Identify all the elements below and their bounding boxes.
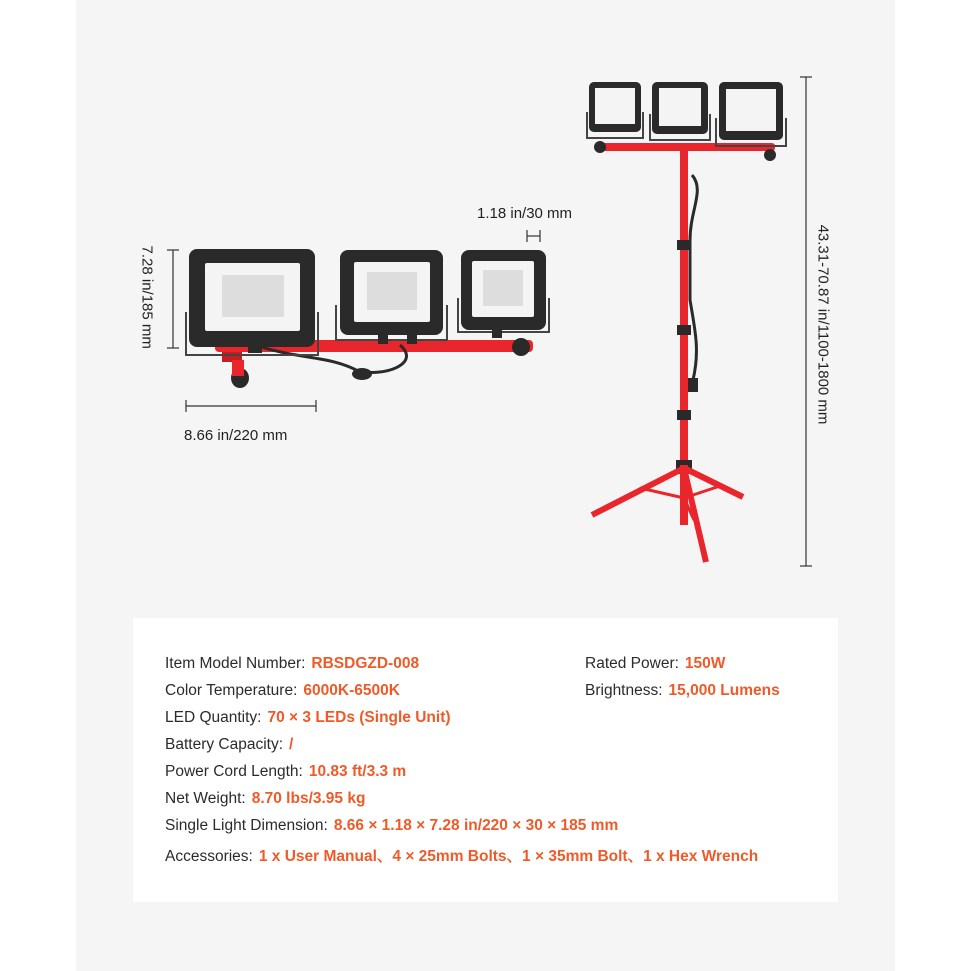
spec-row-model: [165, 655, 419, 673]
light-bar-group: [186, 249, 549, 388]
spec-row-led-quantity: [165, 709, 451, 727]
height-dimension-label: 7.28 in/185 mm: [138, 245, 156, 349]
stand-height-dimension-label: 43.31-70.87 in/1100-1800 mm: [814, 224, 832, 425]
spec-label: LED Quantity:: [165, 709, 262, 726]
spec-value: 150W: [684, 655, 726, 672]
spec-row-accessories: [165, 844, 758, 866]
spec-label: Single Light Dimension:: [165, 817, 328, 834]
spec-value: 6000K-6500K: [303, 682, 400, 699]
spec-value: /: [289, 736, 294, 753]
spec-label: Rated Power:: [585, 655, 679, 672]
width-dimension-label: 8.66 in/220 mm: [184, 427, 288, 444]
spec-value: 15,000 Lumens: [668, 682, 780, 699]
spec-row-rated-power: [585, 655, 725, 673]
spec-value: 10.83 ft/3.3 m: [308, 763, 407, 780]
spec-row-net-weight: [165, 790, 365, 808]
spec-row-single-light-dimension: [165, 817, 618, 835]
spec-value: RBSDGZD-008: [311, 655, 420, 672]
spec-row-battery-capacity: [165, 736, 293, 754]
spec-label: Power Cord Length:: [165, 763, 303, 780]
spec-row-brightness: [585, 682, 780, 700]
spec-value: 8.70 lbs/3.95 kg: [251, 790, 366, 807]
spec-label: Net Weight:: [165, 790, 246, 807]
tripod-stand-group: [587, 82, 786, 562]
spec-value: 8.66 × 1.18 × 7.28 in/220 × 30 × 185 mm: [333, 817, 619, 834]
spec-value: 70 × 3 LEDs (Single Unit): [267, 709, 451, 726]
spec-label: Accessories:: [165, 848, 253, 865]
spec-row-color-temperature: [165, 682, 400, 700]
spec-label: Battery Capacity:: [165, 736, 284, 753]
depth-dimension-label: 1.18 in/30 mm: [477, 205, 573, 222]
spec-label: Color Temperature:: [165, 682, 298, 699]
spec-value: 1 x User Manual、4 × 25mm Bolts、1 × 35mm Bolt、1 x Hex Wrench: [258, 848, 759, 865]
spec-label: Brightness:: [585, 682, 663, 699]
spec-label: Item Model Number:: [165, 655, 306, 672]
spec-row-power-cord-length: [165, 763, 406, 781]
